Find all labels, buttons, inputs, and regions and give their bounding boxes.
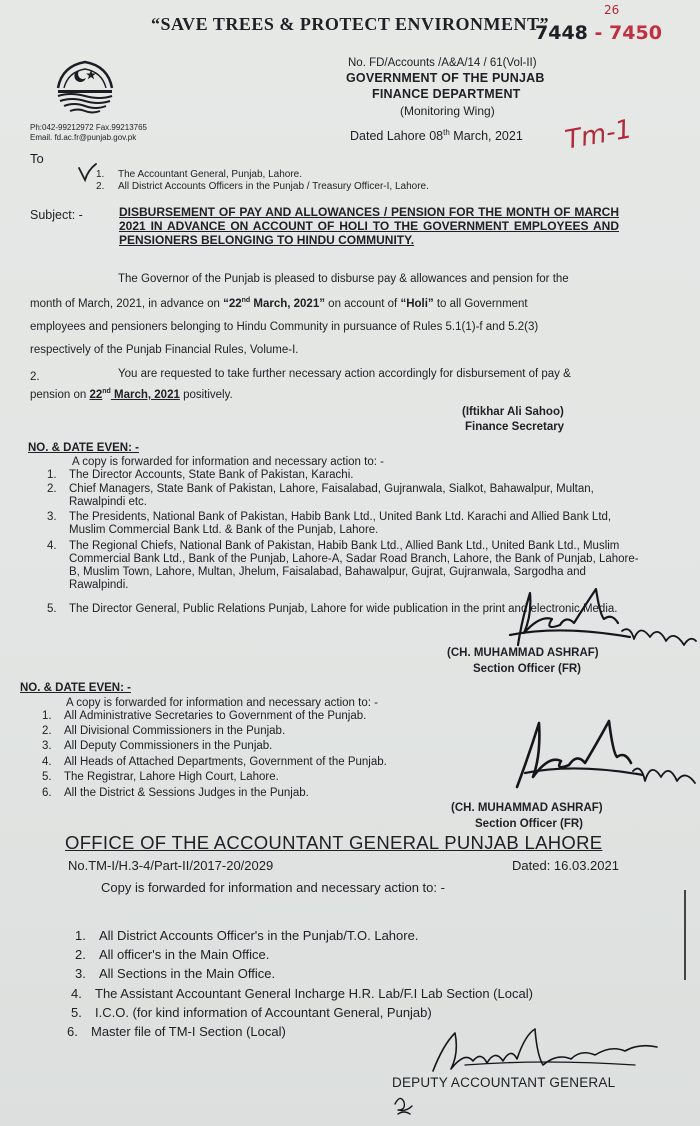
slogan: “SAVE TREES & PROTECT ENVIRONMENT” bbox=[150, 14, 550, 34]
list-item: 6. All the District & Sessions Judges in the Punjab. bbox=[42, 787, 309, 799]
addressee-number: 1. bbox=[96, 169, 105, 180]
secretary-title: Finance Secretary bbox=[465, 421, 565, 433]
body-line: You are requested to take further necessary action accordingly for disbursement of pay & bbox=[118, 368, 571, 380]
to-label: To bbox=[30, 151, 44, 166]
list-item: 1. All Administrative Secretaries to Government of the Punjab. bbox=[42, 710, 367, 722]
secretary-name: (Iftikhar Ali Sahoo) bbox=[462, 406, 564, 418]
government-name: GOVERNMENT OF THE PUNJAB bbox=[346, 71, 545, 85]
ag-office-title: OFFICE OF THE ACCOUNTANT GENERAL PUNJAB LAHORE bbox=[65, 832, 603, 853]
body-line: month of March, 2021, in advance on “22nd March, 2021” on account of “Holi” to all Government bbox=[30, 297, 528, 310]
endorsement-intro: A copy is forwarded for information and necessary action to: - bbox=[66, 697, 378, 709]
list-item: 2. All officer's in the Main Office. bbox=[75, 947, 270, 962]
endorsement-intro: A copy is forwarded for information and necessary action to: - bbox=[72, 456, 384, 468]
ag-date: Dated: 16.03.2021 bbox=[512, 858, 619, 873]
ag-reference-number: No.TM-I/H.3-4/Part-II/2017-20/2029 bbox=[68, 858, 274, 873]
letter-date: Dated Lahore 08th March, 2021 bbox=[350, 128, 523, 144]
paragraph-number: 2. bbox=[30, 371, 40, 383]
list-item: 1. All District Accounts Officer's in the Punjab/T.O. Lahore. bbox=[75, 928, 419, 943]
list-item: 4. The Assistant Accountant General Incharge H.R. Lab/F.I Lab Section (Local) bbox=[71, 986, 533, 1001]
signatory-title: Section Officer (FR) bbox=[473, 663, 581, 675]
list-item: 1. The Director Accounts, State Bank of Pakistan, Karachi. bbox=[47, 469, 354, 481]
signatory-name: (CH. MUHAMMAD ASHRAF) bbox=[451, 802, 603, 814]
body-line: The Governor of the Punjab is pleased to disburse pay & allowances and pension for the bbox=[118, 273, 569, 285]
list-item: 3. All Deputy Commissioners in the Punjab. bbox=[42, 740, 273, 752]
wing-name: (Monitoring Wing) bbox=[400, 104, 495, 118]
addressee: The Accountant General, Punjab, Lahore. bbox=[118, 169, 303, 180]
list-item: 3. The Presidents, National Bank of Pakistan, Habib Bank Ltd., United Bank Ltd. Karachi and Allied Bank Ltd, Muslim Commercial Bank Ltd. & Bank of the Punjab, Lahore. bbox=[47, 511, 612, 536]
list-item: 4. The Regional Chiefs, National Bank of Pakistan, Habib Bank Ltd., Allied Bank Ltd., United Bank Ltd., Muslim Commercial Bank Ltd., Bank of the Punjab, Lahore-A, Sadar Road Branch, Lahore, the Bank of Punjab, Lahore-B, Muslim Town, Lahore, Multan, Jhelum, Faisalabad, Bahawalpur, Gujrat, Gujranwala, Sargodha and Rawalpindi. bbox=[47, 540, 639, 591]
body-line: pension on 22nd March, 2021 positively. bbox=[30, 388, 233, 401]
endorsement-heading: NO. & DATE EVEN: - bbox=[28, 442, 139, 454]
department-name: FINANCE DEPARTMENT bbox=[372, 87, 521, 101]
handwritten-note-top: 26 bbox=[604, 3, 620, 17]
signatory-title: Section Officer (FR) bbox=[475, 818, 583, 830]
subject-text: DISBURSEMENT OF PAY AND ALLOWANCES / PENSION FOR THE MONTH OF MARCH 2021 IN ADVANCE ON ACCOUNT OF HOLI TO THE GOVERNMENT EMPLOYEES AND PENSIONERS BELONGING TO HINDU COMMUNITY. bbox=[119, 205, 619, 247]
diary-number-dash: - bbox=[594, 22, 603, 44]
phone-fax: Ph:042-99212972 Fax.99213765 bbox=[30, 123, 147, 132]
email-address: Email. fd.ac.fr@punjab.gov.pk bbox=[30, 133, 137, 142]
ag-signatory: DEPUTY ACCOUNTANT GENERAL bbox=[392, 1075, 616, 1090]
subject-label: Subject: - bbox=[30, 208, 83, 222]
punjab-government-logo bbox=[50, 52, 120, 118]
list-item: 4. All Heads of Attached Departments, Government of the Punjab. bbox=[42, 756, 387, 768]
body-line: employees and pensioners belonging to Hindu Community in pursuance of Rules 5.1(1)-f and 5.2(3) bbox=[30, 321, 539, 333]
list-item: 5. I.C.O. (for kind information of Accountant General, Punjab) bbox=[71, 1005, 432, 1020]
list-item: 5. The Registrar, Lahore High Court, Lahore. bbox=[42, 771, 279, 783]
file-number: No. FD/Accounts /A&A/14 / 61(Vol-II) bbox=[348, 57, 537, 69]
page-edge-mark bbox=[684, 890, 692, 980]
handwritten-tm-note: Tm-1 bbox=[562, 114, 635, 156]
body-line: respectively of the Punjab Financial Rules, Volume-I. bbox=[30, 344, 299, 356]
list-item: 5. The Director General, Public Relations Punjab, Lahore for wide publication in the print and electronic Media. bbox=[47, 603, 618, 615]
list-item: 6. Master file of TM-I Section (Local) bbox=[67, 1024, 286, 1039]
diary-number-start: 7448 bbox=[535, 22, 588, 44]
handwritten-signature bbox=[505, 715, 697, 803]
list-item: 2. All Divisional Commissioners in the Punjab. bbox=[42, 725, 286, 737]
ag-intro: Copy is forwarded for information and necessary action to: - bbox=[101, 880, 445, 895]
initials-mark bbox=[392, 1092, 414, 1116]
addressee: All District Accounts Officers in the Punjab / Treasury Officer-I, Lahore. bbox=[118, 181, 429, 192]
endorsement-heading: NO. & DATE EVEN: - bbox=[20, 682, 131, 694]
diary-number bbox=[535, 22, 662, 44]
signatory-name: (CH. MUHAMMAD ASHRAF) bbox=[447, 647, 599, 659]
list-item: 2. Chief Managers, State Bank of Pakistan, Lahore, Faisalabad, Gujranwala, Sialkot, Bahawalpur, Multan, Rawalpindi etc. bbox=[47, 483, 594, 508]
list-item: 3. All Sections in the Main Office. bbox=[75, 966, 276, 981]
addressee-number: 2. bbox=[96, 181, 105, 192]
diary-number-end: 7450 bbox=[609, 22, 662, 44]
